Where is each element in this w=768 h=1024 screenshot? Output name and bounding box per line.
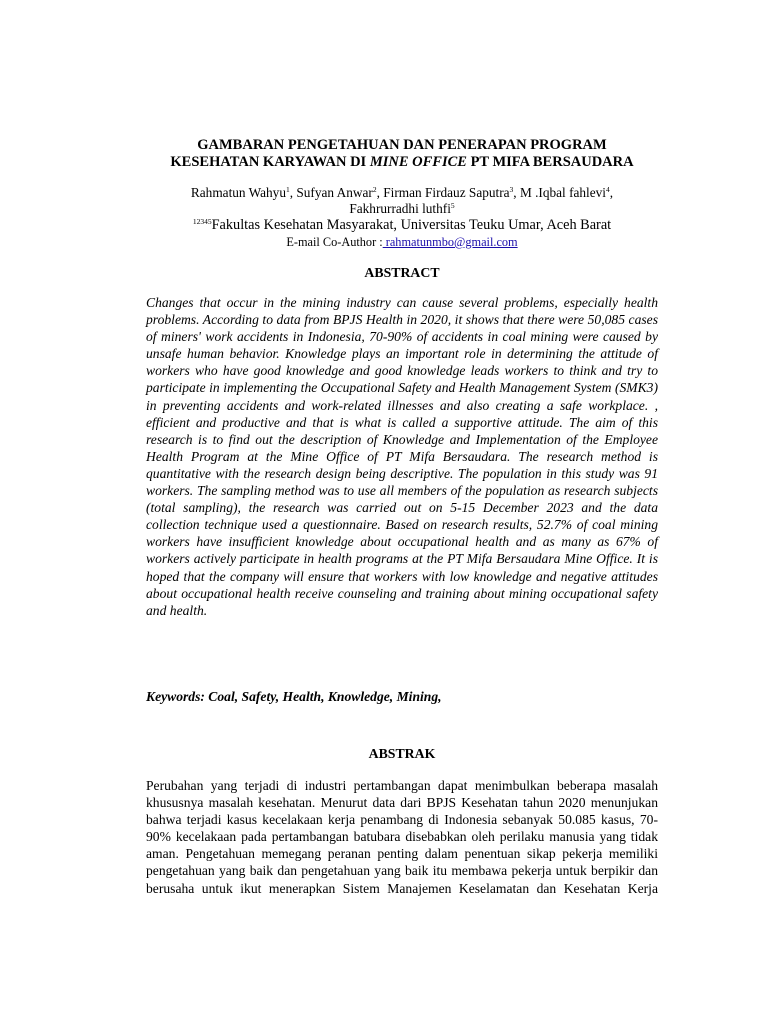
author-5: Fakhrurradhi luthfi — [349, 201, 451, 216]
title-line-1: GAMBARAN PENGETAHUAN DAN PENERAPAN PROGRAM — [197, 137, 607, 153]
affiliation-text: Fakultas Kesehatan Masyarakat, Universitas Teuku Umar, Aceh Barat — [211, 217, 612, 233]
abstrak-heading: ABSTRAK — [368, 746, 436, 761]
author-sep-3: , M — [513, 185, 532, 200]
author-3-sup: 3 — [509, 185, 514, 194]
abstrak-text: Perubahan yang terjadi di industri pertambangan dapat menimbulkan beberapa masalah khususnya masalah kesehatan. Menurut data dari BPJS Kesehatan tahun 2020 menunjukan bahwa terjadi kasus kecelakaan kerja penambang di Indonesia sebanyak 50.085 kasus, 70-90% kecelakaan pada pertambangan batubara disebabkan oleh perilaku manusia yang tidak aman. Pengetahuan memegang peranan penting dalam penentuan sikap pekerja memiliki pengetahuan yang baik dan pengetahuan yang baik itu membawa pekerja untuk berpikir dan berusaha untuk ikut menerapkan Sistem Manajemen Keselamatan dan Kesehatan Kerja — [146, 778, 658, 896]
author-sep-1: , — [289, 185, 297, 200]
affiliation-sup: 12345 — [192, 217, 212, 226]
title-line-2 — [100, 154, 704, 171]
email-link[interactable]: rahmatunmbo@gmail.com — [382, 235, 518, 249]
paper-title — [100, 137, 704, 171]
keywords: Keywords: Coal, Safety, Health, Knowledge, Mining, — [146, 689, 442, 704]
author-3: Firman Firdauz Saputra — [383, 185, 510, 200]
author-sep-4: , — [609, 185, 614, 200]
title-line-2-emphasis: MINE OFFICE — [369, 154, 467, 170]
author-2: Sufyan Anwar — [296, 185, 373, 200]
title-line-2-pre: KESEHATAN KARYAWAN DI — [170, 154, 370, 170]
author-1-sup: 1 — [285, 185, 290, 194]
affiliation — [100, 217, 704, 234]
email-line — [100, 235, 704, 250]
abstract-heading: ABSTRACT — [364, 265, 440, 280]
author-5-sup: 5 — [450, 201, 455, 210]
author-4-sup: 4 — [606, 185, 610, 194]
author-1: Rahmatun Wahyu — [190, 185, 286, 200]
author-4: .Iqbal fahlevi — [535, 185, 606, 200]
email-label: E-mail Co-Author : — [286, 235, 383, 249]
author-2-sup: 2 — [372, 185, 377, 194]
title-line-2-post: PT MIFA BERSAUDARA — [466, 154, 634, 170]
abstract-text: Changes that occur in the mining industry can cause several problems, especially health problems. According to data from BPJS Health in 2020, it shows that there were 50,085 cases of miners' work accidents in Indonesia, 70-90% of accidents in coal mining were caused by unsafe human behavior. Knowledge plays an important role in determining the attitude of workers who have good knowledge and good knowledge leads workers to think and try to participate in implementing the Occupational Safety and Health Management System (SMK3) in preventing accidents and work-related illnesses and also creating a safe workplace. , efficient and productive and that is what is called a supportive attitude. The aim of this research is to find out the description of Knowledge and Implementation of the Employee Health Program at the Mine Office of PT Mifa Bersaudara. The research method is quantitative with the research design being descriptive. The population in this study was 91 workers. The sampling method was to use all members of the population as research subjects (total sampling), the research was carried out on 5-15 December 2023 and the data collection technique used a questionnaire. Based on research results, 52.7% of coal mining workers have insufficient knowledge about occupational health and as many as 67% of workers actively participate in health programs at the PT Mifa Bersaudara Mine Office. It is hoped that the company will ensure that workers with low knowledge and negative attitudes about occupational health receive counseling and training about mining occupational safety and health. — [146, 295, 658, 618]
author-sep-2: , — [376, 185, 384, 200]
author-list — [100, 185, 704, 217]
